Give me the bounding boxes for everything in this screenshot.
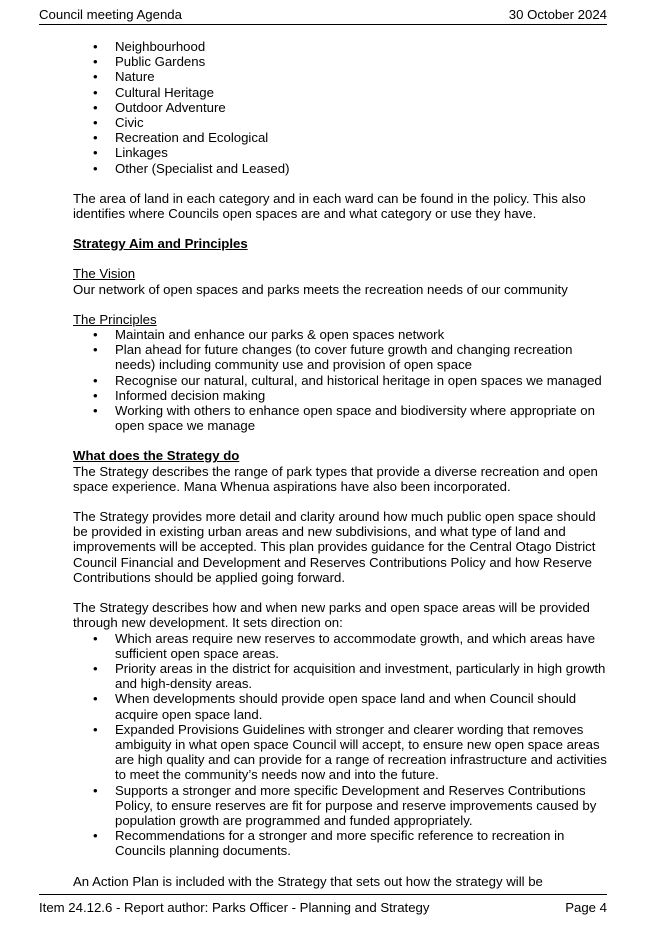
- list-item: • Working with others to enhance open space and biodiversity where appropriate on open space we manage: [73, 403, 607, 433]
- list-item: • Recognise our natural, cultural, and historical heritage in open spaces we managed: [73, 373, 607, 388]
- list-item: • Civic: [73, 115, 607, 130]
- principles-heading: The Principles: [73, 311, 157, 327]
- list-item: • Outdoor Adventure: [73, 100, 607, 115]
- list-item: • Expanded Provisions Guidelines with stronger and clearer wording that removes ambiguity in what open space Council will accept, to ensure new open space areas are high quality and can provide for a range of recreation infrastructure and activities to meet the community’s needs now and into the future.: [73, 722, 607, 783]
- action-plan-text: An Action Plan is included with the Strategy that sets out how the strategy will be: [73, 873, 543, 889]
- vision-text: Our network of open spaces and parks meets the recreation needs of our community: [73, 281, 568, 297]
- list-item: • Public Gardens: [73, 54, 607, 69]
- page-number: Page 4: [565, 900, 607, 915]
- list-item: • Other (Specialist and Leased): [73, 161, 607, 176]
- list-item: • Cultural Heritage: [73, 85, 607, 100]
- page-header: [39, 6, 607, 25]
- list-item: • When developments should provide open space land and when Council should acquire open space land.: [73, 691, 607, 721]
- category-list: [73, 39, 607, 176]
- directions-list: [73, 631, 607, 859]
- list-item: • Linkages: [73, 145, 607, 160]
- page-footer: [39, 894, 607, 917]
- principles-list: [73, 327, 607, 433]
- list-item: • Neighbourhood: [73, 39, 607, 54]
- list-item: • Priority areas in the district for acquisition and investment, particularly in high growth and high-density areas.: [73, 661, 607, 691]
- list-item: • Recommendations for a stronger and more specific reference to recreation in Councils planning documents.: [73, 828, 607, 858]
- vision-heading: The Vision: [73, 266, 136, 282]
- document-body: [73, 39, 607, 889]
- list-item: • Informed decision making: [73, 388, 607, 403]
- does-heading: What does the Strategy do: [73, 448, 240, 464]
- aim-heading: Strategy Aim and Principles: [73, 236, 248, 252]
- header-title: Council meeting Agenda: [39, 7, 182, 22]
- list-item: • Maintain and enhance our parks & open spaces network: [73, 327, 607, 342]
- list-item: • Supports a stronger and more specific Development and Reserves Contributions Policy, to ensure reserves are fit for purpose and reserve improvements caused by population growth are programmed and funded appropriately.: [73, 783, 607, 829]
- list-item: • Which areas require new reserves to accommodate growth, and which areas have sufficient open space areas.: [73, 631, 607, 661]
- does-paragraph-1: The Strategy describes the range of park types that provide a diverse recreation and open space experience. Mana Whenua aspirations have also been incorporated.: [73, 463, 598, 494]
- list-item: • Recreation and Ecological: [73, 130, 607, 145]
- list-item: • Nature: [73, 69, 607, 84]
- header-date: 30 October 2024: [508, 7, 607, 22]
- does-paragraph-3: The Strategy describes how and when new parks and open space areas will be provided through new development. It sets direction on:: [73, 600, 590, 631]
- does-paragraph-2: The Strategy provides more detail and clarity around how much public open space should be provided in existing urban areas and new subdivisions, and what type of land and improvements will be accepted. This plan provides guidance for the Central Otago District Council Financial and Development and Reserves Contributions Policy and how Reserve Contributions should be applied going forward.: [73, 509, 596, 585]
- intro-paragraph: The area of land in each category and in each ward can be found in the policy. This also identifies where Councils open spaces are and what category or use they have.: [73, 190, 586, 222]
- list-item: • Plan ahead for future changes (to cover future growth and changing recreation needs) including community use and provision of open space: [73, 342, 607, 372]
- footer-item-info: Item 24.12.6 - Report author: Parks Officer - Planning and Strategy: [39, 900, 430, 915]
